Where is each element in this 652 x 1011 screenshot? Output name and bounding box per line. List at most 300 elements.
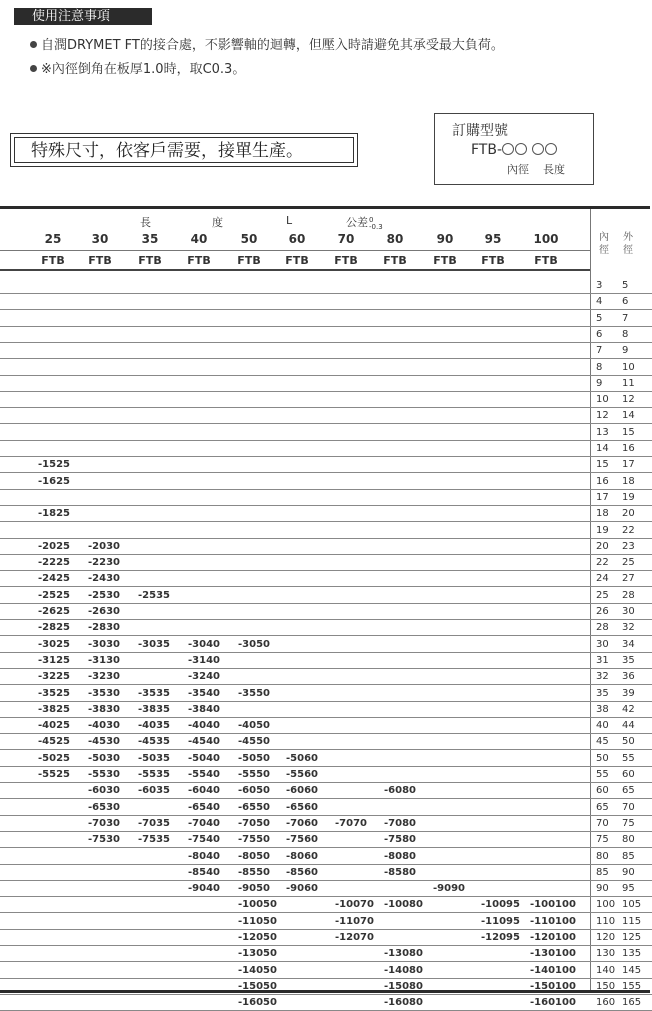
series-column-header: FTB [41,254,65,267]
inner-diameter-cell: 5 [596,313,603,324]
part-number-cell: -4030 [88,720,120,731]
inner-diameter-placeholder-icon [502,143,514,155]
part-number-cell: -7550 [238,834,270,845]
part-number-cell: -3025 [38,639,70,650]
table-row [0,881,652,897]
part-number-cell: -4535 [138,736,170,747]
part-number-cell: -7035 [138,818,170,829]
part-number-cell: -2230 [88,557,120,568]
table-row [0,392,652,408]
inner-diameter-cell: 24 [596,573,609,584]
outer-diameter-cell: 12 [622,394,635,405]
inner-diameter-cell: 30 [596,639,609,650]
note-item [30,58,245,77]
outer-diameter-cell: 19 [622,492,635,503]
part-number-cell: -8060 [286,851,318,862]
part-number-cell: -10050 [238,899,277,910]
inner-diameter-cell: 25 [596,590,609,601]
part-number-cell: -6035 [138,785,170,796]
part-number-cell: -7535 [138,834,170,845]
part-number-cell: -1825 [38,508,70,519]
part-number-cell: -13080 [384,948,423,959]
outer-diameter-cell: 70 [622,802,635,813]
inner-diameter-cell: 150 [596,981,616,992]
part-number-cell: -8560 [286,867,318,878]
part-number-cell: -1525 [38,459,70,470]
outer-diameter-cell: 9 [622,345,629,356]
inner-diameter-cell: 70 [596,818,609,829]
outer-diameter-cell: 11 [622,378,635,389]
part-number-cell: -4035 [138,720,170,731]
part-number-cell: -16080 [384,997,423,1008]
table-row [0,930,652,946]
outer-diameter-cell: 10 [622,362,635,373]
part-number-cell: -2630 [88,606,120,617]
outer-diameter-cell: 8 [622,329,629,340]
part-number-cell: -14080 [384,965,423,976]
part-number-cell: -5535 [138,769,170,780]
part-number-cell: -4550 [238,736,270,747]
inner-diameter-cell: 20 [596,541,609,552]
table-row [0,620,652,636]
table-row [0,506,652,522]
part-number-cell: -3840 [188,704,220,715]
table-row [0,376,652,392]
part-number-cell: -5025 [38,753,70,764]
order-length-label: 長度 [543,163,565,176]
table-row [0,783,652,799]
part-number-cell: -10070 [335,899,374,910]
part-number-cell: -9050 [238,883,270,894]
part-number-cell: -13050 [238,948,277,959]
table-row [0,914,652,930]
part-number-cell: -9060 [286,883,318,894]
part-number-cell: -5525 [38,769,70,780]
inner-diameter-cell: 3 [596,280,603,291]
outer-diameter-cell: 16 [622,443,635,454]
table-row [0,474,652,490]
series-column-header: FTB [138,254,162,267]
outer-diameter-cell: 85 [622,851,635,862]
inner-diameter-cell: 110 [596,916,616,927]
part-number-cell: -150100 [530,981,576,992]
length-column-header: 25 [44,232,62,246]
part-number-cell: -4040 [188,720,220,731]
diameter-header [590,209,652,269]
outer-diameter-cell: 55 [622,753,635,764]
part-number-cell: -5550 [238,769,270,780]
length-column-header: 30 [91,232,109,246]
inner-diameter-cell: 140 [596,965,616,976]
inner-diameter-cell: 40 [596,720,609,731]
table-row [0,360,652,376]
outer-diameter-cell: 145 [622,965,642,976]
series-column-header: FTB [481,254,505,267]
inner-diameter-cell: 15 [596,459,609,470]
part-number-cell: -8080 [384,851,416,862]
order-code-prefix: FTB- [471,142,503,158]
outer-diameter-cell: 18 [622,476,635,487]
part-number-cell: -4050 [238,720,270,731]
length-column-header: 35 [141,232,159,246]
tolerance-upper: 0 [369,216,374,224]
tolerance-label: 公差 [346,216,368,229]
outer-diameter-cell: 27 [622,573,635,584]
part-number-cell: -7080 [384,818,416,829]
series-column-header: FTB [187,254,211,267]
outer-diameter-cell: 23 [622,541,635,552]
outer-diameter-cell: 155 [622,981,642,992]
outer-diameter-cell: 35 [622,655,635,666]
part-number-cell: -2425 [38,573,70,584]
bullet-icon [30,65,37,72]
part-number-cell: -5035 [138,753,170,764]
part-number-cell: -4525 [38,736,70,747]
table-row [0,343,652,359]
inner-diameter-cell: 90 [596,883,609,894]
inner-diameter-cell: 55 [596,769,609,780]
table-row [0,571,652,587]
outer-diameter-cell: 30 [622,606,635,617]
part-number-cell: -15080 [384,981,423,992]
table-row [0,425,652,441]
part-number-cell: -9040 [188,883,220,894]
table-row [0,408,652,424]
part-number-cell: -6530 [88,802,120,813]
outer-diameter-cell: 14 [622,410,635,421]
part-number-cell: -11070 [335,916,374,927]
part-number-cell: -6050 [238,785,270,796]
part-number-cell: -120100 [530,932,576,943]
length-column-header: 60 [288,232,306,246]
part-number-cell: -7580 [384,834,416,845]
part-number-cell: -3130 [88,655,120,666]
table-row [0,718,652,734]
table-row [0,995,652,1011]
length-placeholder-icon [545,143,557,155]
part-number-cell: -7540 [188,834,220,845]
part-number-cell: -3835 [138,704,170,715]
outer-diameter-cell: 115 [622,916,642,927]
part-number-cell: -5030 [88,753,120,764]
outer-diameter-cell: 32 [622,622,635,633]
inner-diameter-cell: 17 [596,492,609,503]
part-number-cell: -16050 [238,997,277,1008]
part-number-cell: -4025 [38,720,70,731]
inner-diameter-label: 內徑 [599,232,609,256]
part-number-cell: -3535 [138,688,170,699]
series-column-header: FTB [383,254,407,267]
part-number-cell: -2830 [88,622,120,633]
special-size-text: 特殊尺寸，依客戶需要，接單生產。 [14,137,354,163]
part-number-cell: -10080 [384,899,423,910]
part-number-cell: -6040 [188,785,220,796]
series-column-header: FTB [237,254,261,267]
part-number-cell: -11050 [238,916,277,927]
header-tolerance-label [346,214,383,231]
series-column-header: FTB [534,254,558,267]
part-number-cell: -5040 [188,753,220,764]
inner-diameter-cell: 13 [596,427,609,438]
outer-diameter-cell: 17 [622,459,635,470]
inner-diameter-cell: 120 [596,932,616,943]
part-number-cell: -5530 [88,769,120,780]
part-number-cell: -2525 [38,590,70,601]
part-number-cell: -10095 [481,899,520,910]
inner-diameter-cell: 35 [596,688,609,699]
outer-diameter-cell: 39 [622,688,635,699]
inner-diameter-cell: 7 [596,345,603,356]
table-row [0,946,652,962]
part-number-cell: -2535 [138,590,170,601]
table-row [0,539,652,555]
table-row [0,832,652,848]
part-number-cell: -130100 [530,948,576,959]
outer-diameter-cell: 7 [622,313,629,324]
part-number-cell: -3140 [188,655,220,666]
part-number-cell: -3550 [238,688,270,699]
table-row [0,865,652,881]
outer-diameter-cell: 75 [622,818,635,829]
part-number-cell: -6560 [286,802,318,813]
length-column-header: 95 [484,232,502,246]
outer-diameter-cell: 95 [622,883,635,894]
header-separator [0,250,590,251]
part-number-cell: -7560 [286,834,318,845]
inner-diameter-cell: 26 [596,606,609,617]
table-row [0,751,652,767]
part-number-cell: -3030 [88,639,120,650]
order-code-format [471,142,558,158]
part-number-cell: -140100 [530,965,576,976]
part-number-cell: -3830 [88,704,120,715]
table-row [0,767,652,783]
outer-diameter-cell: 50 [622,736,635,747]
part-number-cell: -8540 [188,867,220,878]
inner-diameter-cell: 18 [596,508,609,519]
part-number-cell: -4540 [188,736,220,747]
table-row [0,311,652,327]
part-number-cell: -2025 [38,541,70,552]
part-number-cell: -1625 [38,476,70,487]
inner-diameter-cell: 6 [596,329,603,340]
table-row [0,278,652,294]
outer-diameter-cell: 28 [622,590,635,601]
part-number-cell: -12050 [238,932,277,943]
part-number-cell: -8050 [238,851,270,862]
note-text: 自潤DRYMET FT的接合處，不影響軸的迴轉，但壓入時請避免其承受最大負荷。 [41,38,504,53]
part-number-cell: -7070 [335,818,367,829]
table-row [0,653,652,669]
inner-diameter-cell: 22 [596,557,609,568]
table-row [0,294,652,310]
part-number-cell: -8040 [188,851,220,862]
part-number-cell: -3530 [88,688,120,699]
part-number-cell: -6540 [188,802,220,813]
outer-diameter-cell: 25 [622,557,635,568]
part-number-cell: -6080 [384,785,416,796]
part-number-cell: -3230 [88,671,120,682]
part-number-cell: -110100 [530,916,576,927]
outer-diameter-cell: 20 [622,508,635,519]
series-column-header: FTB [334,254,358,267]
outer-diameter-cell: 42 [622,704,635,715]
length-column-header: 50 [240,232,258,246]
table-row [0,897,652,913]
part-number-cell: -2530 [88,590,120,601]
inner-diameter-cell: 19 [596,525,609,536]
inner-diameter-cell: 28 [596,622,609,633]
table-row [0,979,652,995]
inner-diameter-cell: 85 [596,867,609,878]
inner-diameter-cell: 75 [596,834,609,845]
inner-diameter-cell: 16 [596,476,609,487]
part-number-cell: -3540 [188,688,220,699]
inner-diameter-cell: 65 [596,802,609,813]
table-row [0,588,652,604]
part-number-cell: -3225 [38,671,70,682]
part-number-cell: -3525 [38,688,70,699]
note-text: ※內徑倒角在板厚1.0時，取C0.3。 [41,62,246,77]
inner-diameter-placeholder-icon [515,143,527,155]
part-number-cell: -5050 [238,753,270,764]
part-number-cell: -5560 [286,769,318,780]
length-column-header: 40 [190,232,208,246]
part-number-cell: -5540 [188,769,220,780]
table-row [0,734,652,750]
part-number-cell: -5060 [286,753,318,764]
inner-diameter-cell: 10 [596,394,609,405]
order-inner-label: 內徑 [507,163,529,176]
outer-diameter-cell: 22 [622,525,635,536]
part-number-cell: -3035 [138,639,170,650]
outer-diameter-label: 外徑 [623,232,633,256]
order-code-title: 訂購型號 [452,123,508,139]
outer-diameter-cell: 60 [622,769,635,780]
order-code-box [434,113,594,185]
inner-diameter-cell: 100 [596,899,616,910]
part-number-cell: -2625 [38,606,70,617]
part-number-cell: -2030 [88,541,120,552]
part-number-cell: -6550 [238,802,270,813]
part-number-cell: -6030 [88,785,120,796]
inner-diameter-cell: 45 [596,736,609,747]
outer-diameter-cell: 105 [622,899,642,910]
table-row [0,669,652,685]
tolerance-value [369,217,383,231]
table-row [0,490,652,506]
part-number-cell: -3240 [188,671,220,682]
header-length-symbol: L [286,214,293,227]
table-row [0,702,652,718]
outer-diameter-cell: 125 [622,932,642,943]
outer-diameter-cell: 90 [622,867,635,878]
inner-diameter-cell: 31 [596,655,609,666]
bullet-icon [30,41,37,48]
inner-diameter-cell: 38 [596,704,609,715]
part-number-cell: -160100 [530,997,576,1008]
part-number-cell: -8580 [384,867,416,878]
part-number-cell: -14050 [238,965,277,976]
inner-diameter-cell: 80 [596,851,609,862]
series-column-header: FTB [433,254,457,267]
table-row [0,800,652,816]
inner-diameter-cell: 50 [596,753,609,764]
part-number-cell: -3825 [38,704,70,715]
inner-diameter-cell: 8 [596,362,603,373]
table-row [0,604,652,620]
table-row [0,441,652,457]
inner-diameter-cell: 60 [596,785,609,796]
header-bottom-border [0,269,590,271]
part-number-cell: -15050 [238,981,277,992]
table-row [0,963,652,979]
part-number-cell: -7030 [88,818,120,829]
inner-diameter-cell: 12 [596,410,609,421]
part-number-cell: -7050 [238,818,270,829]
inner-diameter-cell: 9 [596,378,603,389]
table-row [0,327,652,343]
table-row [0,457,652,473]
outer-diameter-cell: 34 [622,639,635,650]
length-column-header: 70 [337,232,355,246]
outer-diameter-cell: 135 [622,948,642,959]
part-number-cell: -12070 [335,932,374,943]
part-number-cell: -2825 [38,622,70,633]
part-number-cell: -3050 [238,639,270,650]
inner-diameter-cell: 32 [596,671,609,682]
outer-diameter-cell: 165 [622,997,642,1008]
tolerance-lower: -0.3 [369,223,383,231]
table-row [0,555,652,571]
series-column-header: FTB [88,254,112,267]
part-number-cell: -7060 [286,818,318,829]
length-column-header: 90 [436,232,454,246]
part-number-cell: -7530 [88,834,120,845]
length-column-header: 100 [533,232,559,246]
part-number-cell: -11095 [481,916,520,927]
note-item [30,34,504,53]
inner-diameter-cell: 14 [596,443,609,454]
table-row [0,849,652,865]
part-number-cell: -8550 [238,867,270,878]
table-row [0,816,652,832]
inner-diameter-cell: 160 [596,997,616,1008]
inner-diameter-cell: 130 [596,948,616,959]
header-length-char: 度 [212,216,223,229]
part-number-cell: -6060 [286,785,318,796]
length-column-header: 80 [386,232,404,246]
outer-diameter-cell: 65 [622,785,635,796]
header-length-char: 長 [140,216,151,229]
length-placeholder-icon [532,143,544,155]
part-number-cell: -3040 [188,639,220,650]
table-row [0,523,652,539]
table-row [0,637,652,653]
table-top-border [0,206,650,209]
inner-diameter-cell: 4 [596,296,603,307]
part-number-cell: -7040 [188,818,220,829]
outer-diameter-cell: 36 [622,671,635,682]
outer-diameter-cell: 44 [622,720,635,731]
part-number-cell: -100100 [530,899,576,910]
part-number-cell: -9090 [433,883,465,894]
part-number-cell: -12095 [481,932,520,943]
usage-notes-title: 使用注意事項 [14,8,152,25]
outer-diameter-cell: 6 [622,296,629,307]
part-number-cell: -2430 [88,573,120,584]
outer-diameter-cell: 80 [622,834,635,845]
